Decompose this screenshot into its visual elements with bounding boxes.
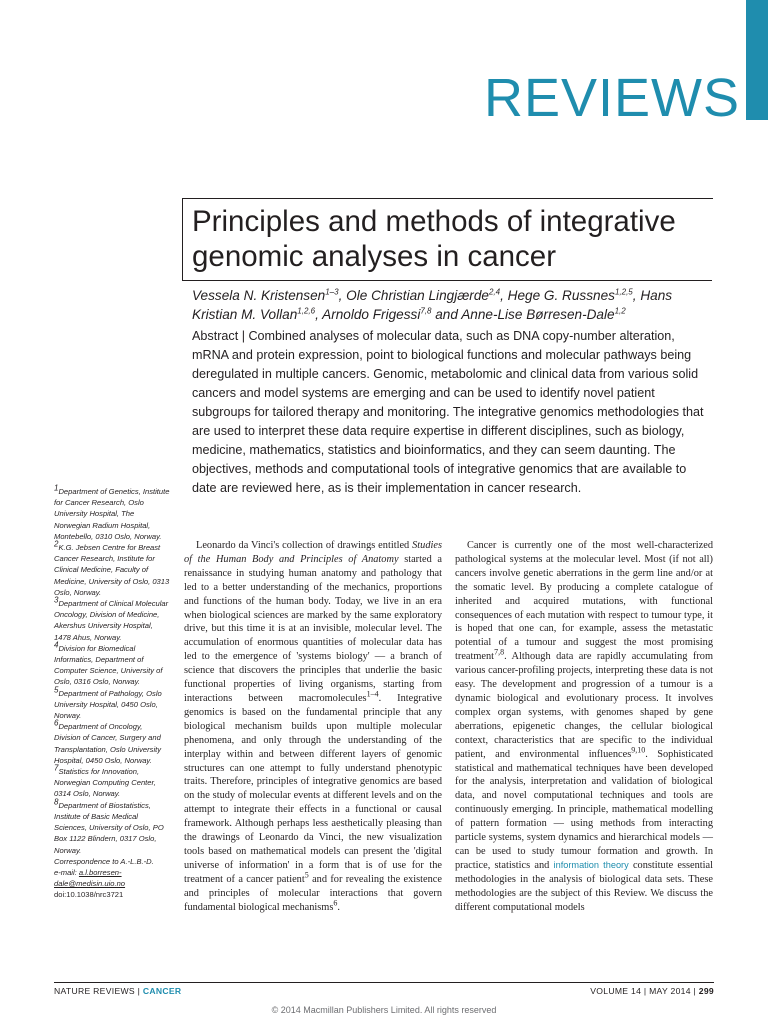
- body-text: . Integrative genomics is based on the fundamental principle that any biological mechanism builds upon multiple molecular phenomena, and only through the understanding of the interplay within and between different layers of genomic structures can one attempt to fully understand phenotypic traits. Therefore, principles of integrative genomics are based on the study of molecular events at different levels and on the attempt to integrate their effects in a functional or causal framework. Although perhaps less aesthetically pleasing than the drawings of Leonardo da Vinci, the new visualization tools based on mathematical models can present the 'digital universe of information' in a form that is of use for the treatment of a cancer patient: [184, 692, 442, 885]
- affiliation-number: 6: [54, 718, 59, 728]
- email-line: [54, 867, 170, 889]
- glossary-term-link[interactable]: information theory: [553, 859, 629, 870]
- body-text: Leonardo da Vinci's collection of drawings entitled: [196, 540, 413, 551]
- author-name: Anne-Lise Børresen-Dale: [461, 307, 615, 322]
- copyright: © 2014 Macmillan Publishers Limited. All rights reserved: [271, 1005, 497, 1015]
- affiliation-item: [54, 763, 170, 800]
- book-title: Studies of the Human Body and Principles of Anatomy: [184, 540, 442, 565]
- body-text: .: [337, 901, 340, 913]
- affiliation-text: Department of Oncology, Division of Cancer, Surgery and Transplantation, Oslo University Hospital, 0450 Oslo, Norway.: [54, 722, 162, 765]
- affiliation-number: 1: [54, 483, 59, 493]
- body-text: . Sophisticated statistical and mathematical techniques have been developed for the analysis, interpretation and validation of biological data, and novel computational techniques and tools are continuously emerging. In principle, mathematical modelling of pattern formation — using methods from interacting particle systems, system dynamics and hierarchical models — can be used to study tumour formation and growth. In practice, statistics and: [455, 748, 713, 871]
- journal-name: [54, 986, 181, 996]
- journal-title: NATURE REVIEWS: [54, 986, 135, 996]
- author-affiliation-marker: 1,2: [614, 306, 626, 316]
- article-title: Principles and methods of integrative genomic analyses in cancer: [192, 205, 676, 273]
- affiliation-item: [54, 539, 170, 598]
- affiliation-item: [54, 595, 170, 643]
- email-label: e-mail:: [54, 867, 77, 877]
- journal-section: CANCER: [142, 986, 182, 996]
- author-affiliation-marker: 1,2,6: [297, 306, 316, 316]
- affiliation-list: [54, 483, 170, 856]
- section-label: REVIEWS: [484, 68, 741, 128]
- body-text: constitute essential methodologies in the analysis of biological data sets. These methodologies are the subject of this Review. We discuss the different computational models: [455, 859, 713, 913]
- reference-link[interactable]: 7,8: [494, 647, 505, 657]
- author-affiliation-marker: 2,4: [488, 287, 501, 297]
- volume: VOLUME 14: [590, 986, 642, 996]
- affiliation-text: Statistics for Innovation, Norwegian Computing Center, 0314 Oslo, Norway.: [54, 767, 156, 799]
- author-name: Hege G. Russnes: [507, 288, 615, 303]
- author-affiliation-marker: 1,2,5: [614, 287, 633, 297]
- title-divider: [182, 280, 712, 281]
- footer-divider: [54, 982, 714, 983]
- affiliation-number: 8: [54, 797, 59, 807]
- reference-link[interactable]: 6: [333, 898, 338, 908]
- volume-info: VOLUME 14 | MAY 2014 | 299: [590, 986, 714, 996]
- correspondence: Correspondence to A.-L.B.-D.: [54, 856, 154, 866]
- reference-link[interactable]: 1–4: [366, 689, 379, 699]
- affiliation-number: 7: [54, 763, 59, 773]
- affiliation-text: Department of Pathology, Oslo University Hospital, 0450 Oslo, Norway.: [54, 688, 162, 721]
- body-text: Cancer is currently one of the most well-characterized pathological systems at the molecular level. Most (if not all) cancers involve genetic aberrations in the germ line and/or at the somatic level. By producing a complete catalogue of inherited and acquired mutations, with functional consequences of each mutation with respect to tumour type, it is hoped that one can, for example, assess the metastatic potential of a tumour and suggest the most promising treatment: [455, 540, 713, 663]
- author-name: Arnoldo Frigessi: [322, 307, 421, 322]
- body-text: . Although data are rapidly accumulating from various cancer-profiling projects, interpreting these data is not easy. The development and progression of a tumour is a dynamic biological and evolutionary process. It involves complex organ systems, with genomes shaped by gene aberrations, epigenetic changes, the cellular biological context, characteristics that are specific to the individual patient, and environmental influences: [455, 651, 713, 760]
- affiliation-text: Department of Clinical Molecular Oncology, Division of Medicine, Akershus University Hospital, 1478 Ahus, Norway.: [54, 599, 169, 642]
- affiliation-number: 3: [54, 595, 59, 605]
- reference-link[interactable]: 9,10: [631, 745, 646, 755]
- body-column-2: [455, 539, 713, 914]
- affiliation-item: [54, 483, 170, 542]
- separator: |: [134, 986, 143, 996]
- affiliation-text: K.G. Jebsen Centre for Breast Cancer Research, Institute for Clinical Medicine, Faculty of Medicine, University of Oslo, 0313 Oslo, Norway.: [54, 543, 170, 597]
- affiliation-item: [54, 797, 170, 856]
- author-name: Ole Christian Lingjærde: [346, 288, 489, 303]
- section-accent-bar: [746, 0, 768, 120]
- abstract: Abstract | Combined analyses of molecular data, such as DNA copy-number alteration, mRNA and protein expression, point to biological functions and molecular pathways being deregulated in multiple cancers. Genomic, metabolomic and clinical data from various solid cancers and model systems are emerging and can be used to identify novel patient subgroups for tailored therapy and monitoring. The integrative genomics methodologies that are used to interpret these data require expertise in different disciplines, such as biology, medicine, mathematics, statistics and bioinformatics, and they can seem daunting. The objectives, methods and computational tools of integrative genomics that are available to date are reviewed here, as is their implementation in cancer research.: [192, 329, 704, 495]
- doi: doi:10.1038/nrc3721: [54, 890, 124, 900]
- author-name: Vessela N. Kristensen: [192, 288, 326, 303]
- affiliation-text: Division for Biomedical Informatics, Department of Computer Science, University of Oslo, 0316 Oslo, Norway.: [54, 643, 163, 687]
- author-affiliation-marker: 1–3: [325, 287, 339, 297]
- page-number: 299: [698, 986, 714, 996]
- body-column-1: [184, 539, 442, 914]
- affiliation-number: 2: [54, 539, 59, 549]
- affiliation-item: [54, 685, 170, 722]
- author-list: Vessela N. Kristensen$^{1-3}$, Ole Christian Lingjærde$^{2,4}$, Hege G. Russnes$^{1,2,5}$, Hans Kristian M. Vollan$^{1,2,6}$, Arnoldo Frigessi$^{7,8}$ and Anne-Lise Børresen-Dale$^{1,2}$: [192, 287, 673, 322]
- body-text: and for revealing the existence and principles of molecular interactions that govern fundamental biological mechanisms: [184, 873, 442, 913]
- reference-link[interactable]: 5: [304, 870, 309, 880]
- affiliation-item: [54, 718, 170, 766]
- body-text: started a renaissance in studying human anatomy and pathology that led to a better understanding of the mechanics, proportions and functions of the human body. Today, we live in an era when biological sciences are marked by the same exploratory drive, but this time it is at an invisible, molecular level. The accumulation of enormous quantities of molecular data has led to the emergence of 'systems biology' — a branch of science that discovers the principles that underlie the basic functional properties of living organisms, starting from interactions between macromolecules: [184, 553, 442, 704]
- affiliation-text: Department of Genetics, Institute for Cancer Research, Oslo University Hospital, The Norwegian Radium Hospital, Montebello, 0310 Oslo, Norway.: [54, 487, 170, 541]
- author-name: Hans Kristian M. Vollan: [192, 288, 673, 322]
- affiliation-number: 5: [54, 685, 59, 695]
- author-affiliation-marker: 7,8: [420, 306, 432, 316]
- email-link[interactable]: a.l.borresen-dale@medisin.uio.no: [54, 867, 126, 889]
- affiliation-item: [54, 640, 170, 688]
- issue-date: MAY 2014: [649, 986, 691, 996]
- affiliations: [54, 483, 170, 901]
- affiliation-number: 4: [54, 640, 59, 650]
- affiliation-text: Department of Biostatistics, Institute of Basic Medical Sciences, University of Oslo, PO Box 1122 Blindern, 0317 Oslo, Norway.: [54, 800, 164, 855]
